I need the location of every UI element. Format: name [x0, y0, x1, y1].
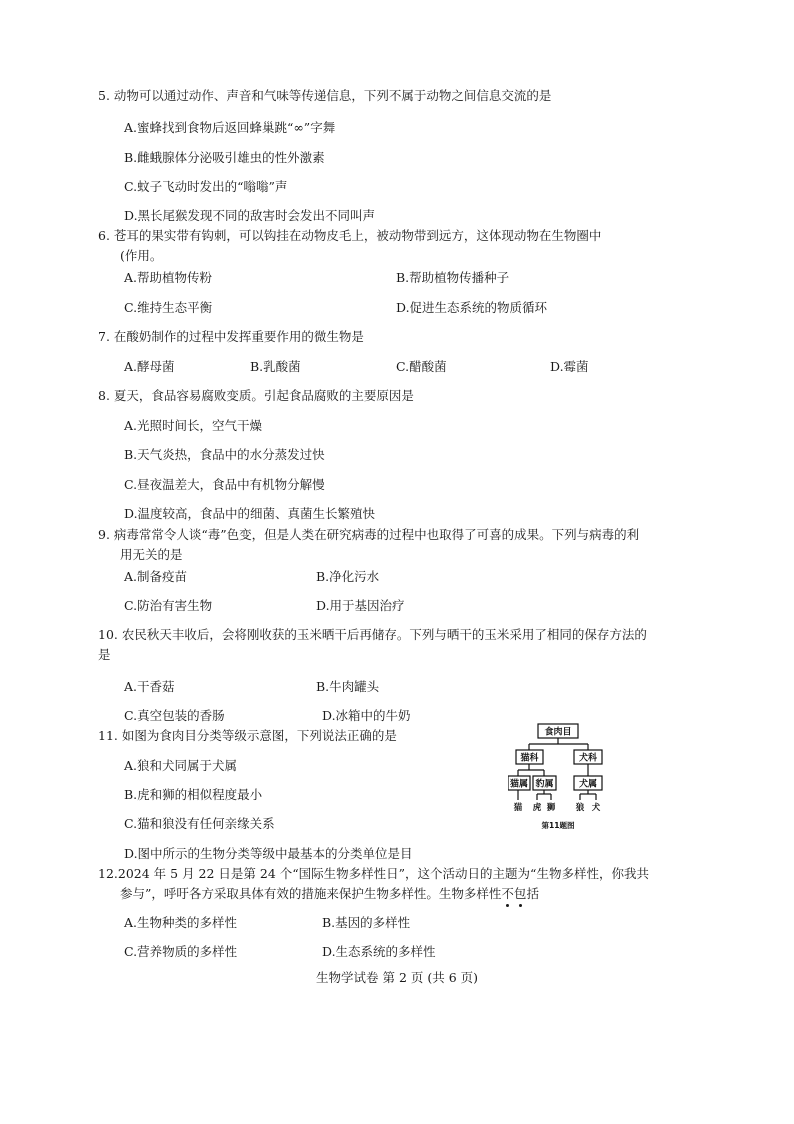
q9-option-c: C.防治有害生物	[124, 598, 213, 613]
q8-option-a: A.光照时间长，空气干燥	[124, 418, 263, 433]
q12-stem-line1: 12.2024 年 5 月 22 日是第 24 个“国际生物多样性日”，这个活动日的主题为“生物多样性，你我共	[98, 866, 649, 881]
q5-option-a: A.蜜蜂找到食物后返回蜂巢跳“∞”字舞	[124, 120, 336, 135]
q6-option-d: D.促进生态系统的物质循环	[396, 300, 548, 315]
node-family-left-label: 猫科	[520, 753, 539, 764]
q12-emphasis-text-1: 不	[501, 886, 514, 901]
q11-stem: 11. 如图为食肉目分类等级示意图，下列说法正确的是	[98, 728, 397, 743]
emphasis-dot-icon	[506, 904, 509, 907]
leaf-4-label: 狼	[575, 803, 585, 813]
q9-stem-line2: 用无关的是	[120, 547, 183, 562]
q11-option-b: B.虎和狮的相似程度最小	[124, 787, 263, 802]
q8-option-b: B.天气炎热，食品中的水分蒸发过快	[124, 447, 325, 462]
q5-option-d: D.黑长尾猴发现不同的敌害时会发出不同叫声	[124, 208, 376, 223]
q5-stem: 5. 动物可以通过动作、声音和气味等传递信息，下列不属于动物之间信息交流的是	[98, 88, 552, 103]
q7-option-a: A.酵母菌	[124, 359, 175, 374]
q7-option-c: C.醋酸菌	[396, 359, 447, 374]
q8-option-c: C.昼夜温差大，食品中有机物分解慢	[124, 477, 325, 492]
q8-stem: 8. 夏天，食品容易腐败变质。引起食品腐败的主要原因是	[98, 388, 414, 403]
q9-stem-line1: 9. 病毒常常令人谈“毒”色变，但是人类在研究病毒的过程中也取得了可喜的成果。下列与病毒的利	[98, 527, 640, 542]
q7-option-b: B.乳酸菌	[250, 359, 301, 374]
q10-option-c: C.真空包装的香肠	[124, 708, 225, 723]
leaf-1-label: 猫	[513, 803, 523, 813]
emphasis-dot-icon	[519, 904, 522, 907]
q10-option-b: B.牛肉罐头	[316, 679, 380, 694]
q12-option-b: B.基因的多样性	[322, 915, 411, 930]
q12-option-a: A.生物种类的多样性	[124, 915, 238, 930]
page-footer: 生物学试卷 第 2 页 (共 6 页)	[316, 970, 478, 985]
leaf-3-label: 狮	[546, 803, 556, 813]
q6-option-a: A.帮助植物传粉	[124, 270, 213, 285]
q11-option-a: A.狼和犬同属于犬属	[124, 758, 238, 773]
q12-stem-line2-post: 括	[526, 886, 539, 901]
q9-option-a: A.制备疫苗	[124, 569, 188, 584]
q10-stem-line1: 10. 农民秋天丰收后，会将刚收获的玉米晒干后再储存。下列与晒干的玉米采用了相同的保存方法的	[98, 627, 647, 642]
q6-stem-line1: 6. 苍耳的果实带有钩刺，可以钩挂在动物皮毛上，被动物带到远方，这体现动物在生物圈中	[98, 228, 602, 243]
q7-stem: 7. 在酸奶制作的过程中发挥重要作用的微生物是	[98, 329, 364, 344]
q9-option-b: B.净化污水	[316, 569, 380, 584]
q6-option-c: C.维持生态平衡	[124, 300, 213, 315]
q6-stem-line2: (作用。	[120, 248, 163, 263]
node-family-right-label: 犬科	[578, 753, 598, 764]
q9-option-d: D.用于基因治疗	[316, 598, 405, 613]
q10-stem-line2: 是	[98, 647, 111, 662]
q10-option-a: A.干香菇	[124, 679, 175, 694]
q12-option-d: D.生态系统的多样性	[322, 944, 436, 959]
diagram-caption: 第11题图	[541, 821, 575, 830]
q12-emphasis-char-2	[514, 886, 527, 902]
q5-option-b: B.雌蛾腺体分泌吸引雄虫的性外激素	[124, 150, 325, 165]
carnivora-classification-diagram	[508, 722, 610, 834]
q8-option-d: D.温度较高，食品中的细菌、真菌生长繁殖快	[124, 506, 376, 521]
q11-option-c: C.猫和狼没有任何亲缘关系	[124, 816, 275, 831]
q10-option-d: D.冰箱中的牛奶	[322, 708, 411, 723]
node-genus-1-label: 猫属	[509, 779, 529, 790]
node-genus-3-label: 犬属	[578, 779, 598, 790]
node-root-label: 食肉目	[544, 727, 572, 738]
q12-stem-line2	[120, 886, 539, 902]
q12-emphasis-char-1	[501, 886, 514, 902]
q7-option-d: D.霉菌	[550, 359, 589, 374]
q6-option-b: B.帮助植物传播种子	[396, 270, 510, 285]
q12-stem-line2-pre: 参与”，呼吁各方采取具体有效的措施来保护生物多样性。生物多样性	[120, 886, 502, 901]
node-genus-2-label: 豹属	[535, 779, 554, 790]
q5-option-c: C.蚊子飞动时发出的“嗡嗡”声	[124, 179, 288, 194]
q12-option-c: C.营养物质的多样性	[124, 944, 238, 959]
leaf-2-label: 虎	[532, 803, 542, 813]
q12-emphasis-text-2: 包	[513, 886, 527, 901]
q11-option-d: D.图中所示的生物分类等级中最基本的分类单位是目	[124, 846, 413, 861]
leaf-5-label: 犬	[591, 803, 601, 813]
